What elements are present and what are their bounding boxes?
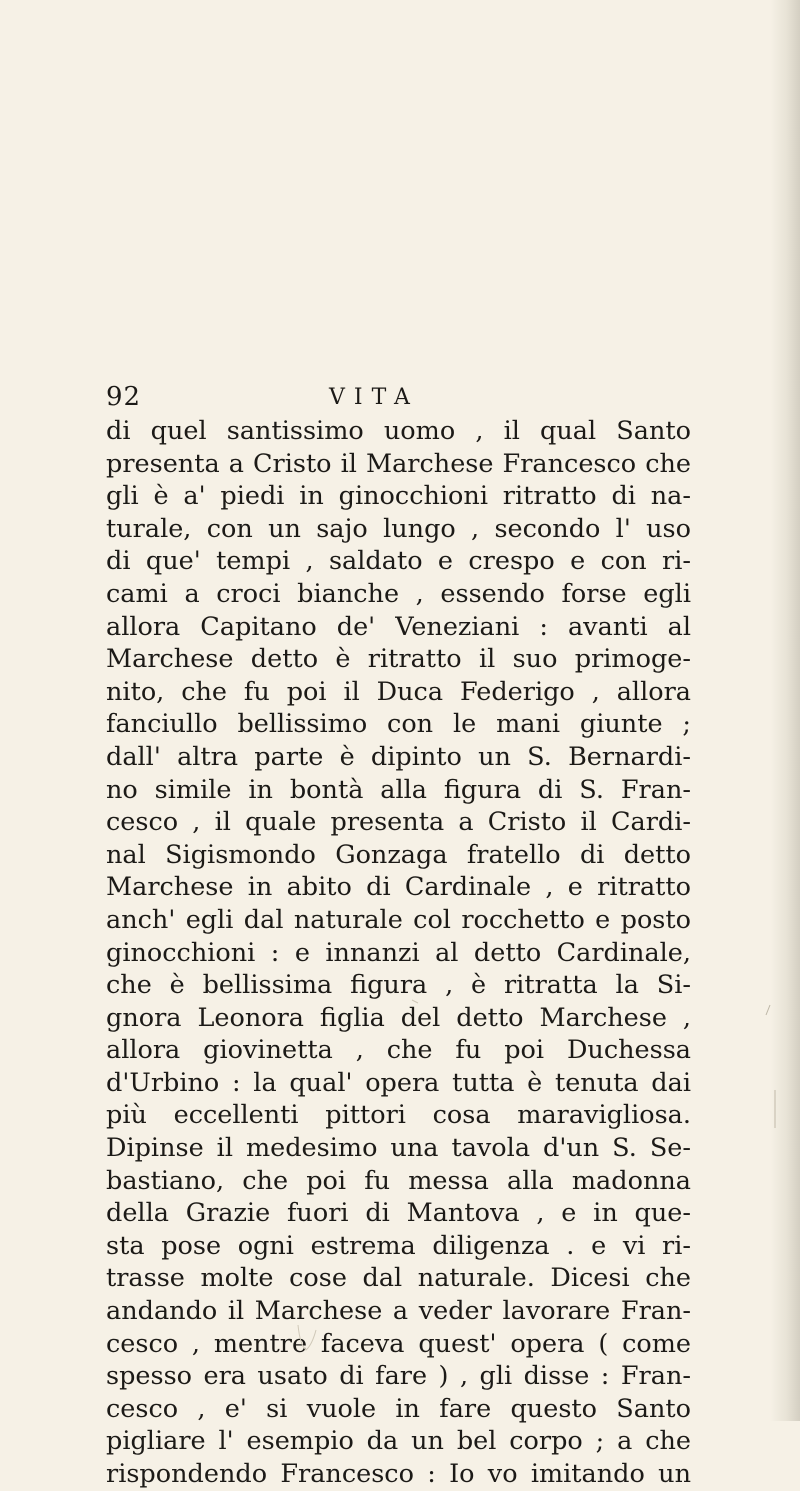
text-line: cesco , il quale presenta a Cristo il Cardi- <box>106 807 691 838</box>
text-line: cesco , e' si vuole in fare questo Santo <box>106 1393 691 1424</box>
text-line: nal Sigismondo Gonzaga fratello di detto <box>106 839 691 870</box>
text-line: presenta a Cristo il Marchese Francesco che <box>106 448 691 479</box>
body-text <box>106 415 691 1491</box>
text-line: andando il Marchese a veder lavorare Fran- <box>106 1296 691 1327</box>
text-line: più eccellenti pittori cosa maravigliosa. <box>106 1100 691 1131</box>
text-line: spesso era usato di fare ) , gli disse : Fran- <box>106 1361 691 1392</box>
text-line: della Grazie fuori di Mantova , e in que- <box>106 1198 691 1229</box>
text-line: pigliare l' esempio da un bel corpo ; a che <box>106 1426 691 1457</box>
text-line: che è bellissima figura , è ritratta la Si- <box>106 970 691 1001</box>
text-line: bastiano, che poi fu messa alla madonna <box>106 1165 691 1196</box>
text-line: rispondendo Francesco : Io vo imitando un <box>106 1459 691 1489</box>
text-line: turale, con un sajo lungo , secondo l' uso <box>106 513 691 544</box>
text-line: no simile in bontà alla figura di S. Fran- <box>106 774 691 805</box>
text-line: allora Capitano de' Veneziani : avanti al <box>106 611 691 642</box>
text-line: d'Urbino : la qual' opera tutta è tenuta dai <box>106 1067 691 1098</box>
text-line: trasse molte cose dal naturale. Dicesi che <box>106 1263 691 1294</box>
text-line: gli è a' piedi in ginocchioni ritratto di na- <box>106 481 691 512</box>
text-line: gnora Leonora figlia del detto Marchese , <box>106 1002 691 1033</box>
text-line: cami a croci bianche , essendo forse egli <box>106 578 691 609</box>
text-line: anch' egli dal naturale col rocchetto e posto <box>106 904 691 935</box>
text-line: Marchese detto è ritratto il suo primoge- <box>106 644 691 675</box>
text-line: Marchese in abito di Cardinale , e ritratto <box>106 872 691 903</box>
text-line: sta pose ogni estrema diligenza . e vi ri- <box>106 1230 691 1261</box>
text-line: di quel santissimo uomo , il qual Santo <box>106 416 691 446</box>
text-line: fanciullo bellissimo con le mani giunte ; <box>106 709 691 740</box>
text-line: ginocchioni : e innanzi al detto Cardinale, <box>106 937 691 968</box>
text-line: nito, che fu poi il Duca Federigo , allora <box>106 676 691 707</box>
text-line: allora giovinetta , che fu poi Duchessa <box>106 1035 691 1066</box>
page-number: 92 <box>106 382 142 412</box>
text-line: cesco , mentre faceva quest' opera ( come <box>106 1328 691 1359</box>
text-line: di que' tempi , saldato e crespo e con ri- <box>106 546 691 577</box>
running-head: VITA <box>329 385 419 410</box>
text-line: dall' altra parte è dipinto un S. Bernardi- <box>106 741 691 772</box>
page-edge <box>770 0 800 1421</box>
text-line: Dipinse il medesimo una tavola d'un S. Se- <box>106 1133 691 1164</box>
